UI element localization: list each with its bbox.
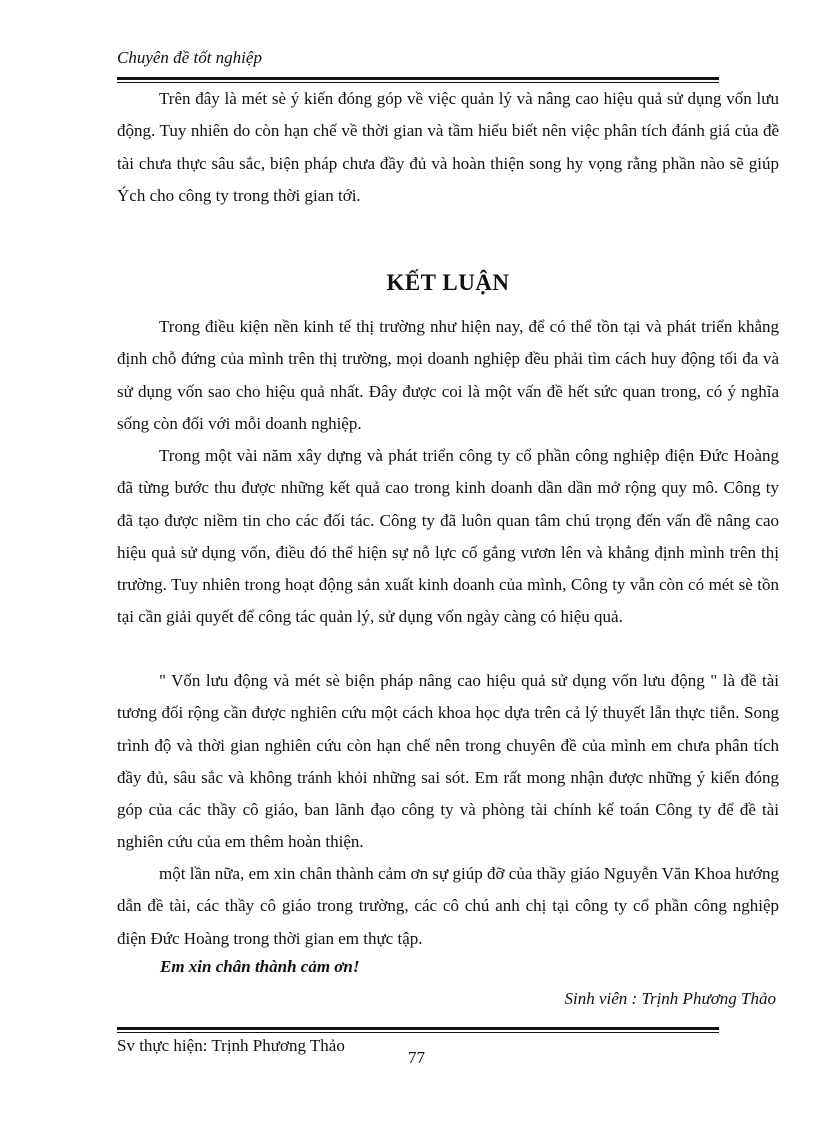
conclusion-paragraph-2: Trong một vài năm xây dựng và phát triển công ty cổ phần công nghiệp điện Đức Hoàng đã từng bước thu được những kết quả cao trong kinh doanh dần dần mở rộng quy mô. Công ty đã tạo được niềm tin cho các đối tác. Công ty đã luôn quan tâm chú trọng đến vấn đề nâng cao hiệu quả sử dụng vốn, điều đó thể hiện sự nỗ lực cố gắng vươn lên và khẳng định mình trên thị trường. Tuy nhiên trong hoạt động sản xuất kinh doanh của mình, Công ty vẫn còn có mét sè tồn tại cần giải quyết để công tác quản lý, sử dụng vốn ngày càng có hiệu quả. [117, 446, 779, 627]
footer-divider [117, 1027, 719, 1033]
conclusion-paragraph-3: " Vốn lưu động và mét sè biện pháp nâng cao hiệu quả sử dụng vốn lưu động " là đề tài tương đối rộng cần được nghiên cứu một cách khoa học dựa trên cả lý thuyết lẫn thực tiễn. Song trình độ và thời gian nghiên cứu còn hạn chế nên trong chuyên đề của mình em chưa phân tích đầy đủ, sâu sắc và không tránh khỏi những sai sót. Em rất mong nhận được những ý kiến đóng góp của các thầy cô giáo, ban lãnh đạo công ty và phòng tài chính kế toán Công ty để đề tài nghiên cứu của em thêm hoàn thiện. [117, 671, 779, 852]
closing-thanks: Em xin chân thành cảm ơn! [160, 957, 360, 976]
student-signature: Sinh viên : Trịnh Phương Thảo [564, 989, 776, 1008]
document-header-title: Chuyên đề tốt nghiệp [117, 48, 262, 67]
conclusion-paragraph-1: Trong điều kiện nền kinh tế thị trường như hiện nay, để có thể tồn tại và phát triển khẳng định chỗ đứng của mình trên thị trường, mọi doanh nghiệp đều phải tìm cách huy động tối đa và sử dụng vốn sao cho hiệu quả nhất. Đây được coi là một vấn đề hết sức quan trong, có ý nghĩa sống còn đối với mỗi doanh nghiệp. [117, 317, 779, 433]
intro-paragraph: Trên đây là mét sè ý kiến đóng góp về việc quản lý và nâng cao hiệu quả sử dụng vốn lưu động. Tuy nhiên do còn hạn chế về thời gian và tầm hiểu biết nên việc phân tích đánh giá của đề tài chưa thực sâu sắc, biện pháp chưa đầy đủ và hoàn thiện song hy vọng rằng phần nào sẽ giúp Ých cho công ty trong thời gian tới. [117, 89, 779, 205]
page-number: 77 [408, 1048, 425, 1067]
section-heading: KẾT LUẬN [386, 270, 510, 295]
conclusion-paragraph-4: một lần nữa, em xin chân thành cảm ơn sự giúp đỡ của thầy giáo Nguyễn Văn Khoa hướng dẫn đề tài, các thầy cô giáo trong trường, các cô chú anh chị tại công ty cổ phần công nghiệp điện Đức Hoàng trong thời gian em thực tập. [117, 864, 779, 948]
footer-author: Sv thực hiện: Trịnh Phương Thảo [117, 1036, 345, 1055]
